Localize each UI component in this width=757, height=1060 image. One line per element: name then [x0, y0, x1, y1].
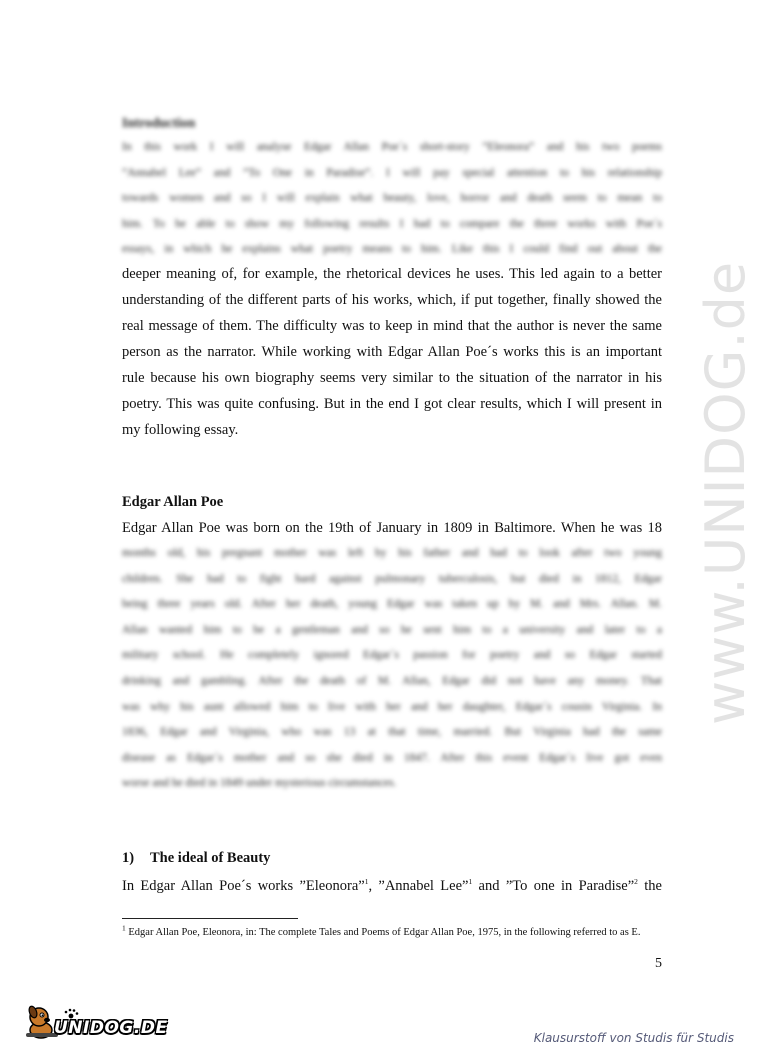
- text-run: , ”Annabel Lee”: [368, 878, 469, 894]
- footnote-ref: 2: [634, 877, 638, 887]
- section-first-line: [122, 873, 662, 899]
- footnote-marker: 1: [122, 923, 126, 933]
- intro-paragraph: [122, 261, 662, 443]
- footnote: [122, 925, 662, 940]
- text-run: In Edgar Allan Poe´s works ”Eleonora”: [122, 878, 365, 894]
- text-line: person as the narrator. While working with Edgar Allan Poe´s works this is an important: [122, 344, 662, 360]
- intro-blurred-paragraph: [122, 135, 662, 263]
- biography-title: Edgar Allan Poe: [122, 494, 224, 510]
- footnote-ref: 1: [468, 877, 473, 887]
- biography-blurred-paragraph: [122, 541, 662, 797]
- text-line: 1836, Edgar and Virginia, who was 13 at that time, married. But Virginia had the same: [122, 726, 662, 739]
- text-run: the: [637, 878, 662, 894]
- text-line: towards women and so I will explain what beauty, love, horror and death seem to mean to: [122, 192, 662, 205]
- text-line: understanding of the different parts of his works, which, if put together, finally showed the: [122, 292, 662, 308]
- section-heading: [122, 850, 270, 867]
- text-line: drinking and gambling. After the death of M. Allan, Edgar did not have any money. That: [122, 674, 662, 687]
- watermark: www.UNIDOG.de: [694, 260, 757, 725]
- section-title: The ideal of Beauty: [150, 850, 271, 866]
- logo-text[interactable]: UNIDOG.DE: [54, 1018, 168, 1038]
- biography-first-line: [122, 515, 662, 541]
- text-line: my following essay.: [122, 422, 239, 438]
- text-line: [122, 873, 662, 899]
- intro-title: Introduction: [122, 115, 196, 130]
- text-line: In this work I will analyse Edgar Allan Poe´s short-story ”Eleonora” and his two poems: [122, 141, 662, 153]
- footnote-text: Edgar Allan Poe, Eleonora, in: The complete Tales and Poems of Edgar Allan Poe, 1975, in the following referred to as E.: [125, 927, 641, 938]
- text-line: military school. He completely ignored Edgar´s passion for poetry and so Edgar started: [122, 649, 662, 662]
- paw-icon: [65, 1009, 79, 1019]
- text-run: and ”To one in Paradise”: [472, 878, 635, 894]
- footnote-rule: [122, 918, 298, 919]
- text-line: deeper meaning of, for example, the rhetorical devices he uses. This led again to a better: [122, 266, 662, 282]
- text-line: was why his aunt allowed him to live with her and her daughter, Edgar´s cousin Virginia. In: [122, 700, 662, 713]
- text-line: him. To be able to show my following results I had to compare the three works with Poe´s: [122, 217, 662, 230]
- text-line: children. She had to fight hard against pulmonary tuberculosis, but died in 1812, Edgar: [122, 572, 662, 585]
- text-line: months old, his pregnant mother was left by his father and had to look after two young: [122, 547, 662, 559]
- text-line: Edgar Allan Poe was born on the 19th of January in 1809 in Baltimore. When he was 18: [122, 520, 662, 536]
- text-line: essays, in which he explains what poetry means to him. Like this I could find out about the: [122, 243, 662, 256]
- text-line: ”Annabel Lee” and ”To One in Paradise”. I will pay special attention to his relationship: [122, 166, 662, 179]
- text-line: rule because his own biography seems very similar to the situation of the narrator in his: [122, 370, 662, 386]
- page-number: 5: [655, 956, 662, 971]
- text-line: poetry. This was quite confusing. But in the end I got clear results, which I will present in: [122, 396, 662, 412]
- text-line: being three years old. After her death, young Edgar was taken up by M. and Mrs. Allan. M.: [122, 598, 662, 611]
- text-line: disease as Edgar´s mother and so she died in 1847. After this event Edgar´s live got even: [122, 751, 662, 764]
- section-number: 1): [122, 850, 135, 866]
- text-line: real message of them. The difficulty was to keep in mind that the author is never the same: [122, 318, 662, 334]
- text-line: worse and he died in 1849 under mysterious circumstances.: [122, 777, 397, 790]
- text-line: Allan wanted him to be a gentleman and so he sent him to a university and later to a: [122, 623, 662, 636]
- footnote-ref: 1: [364, 877, 369, 887]
- tagline: Klausurstoff von Studis für Studis: [533, 1031, 734, 1045]
